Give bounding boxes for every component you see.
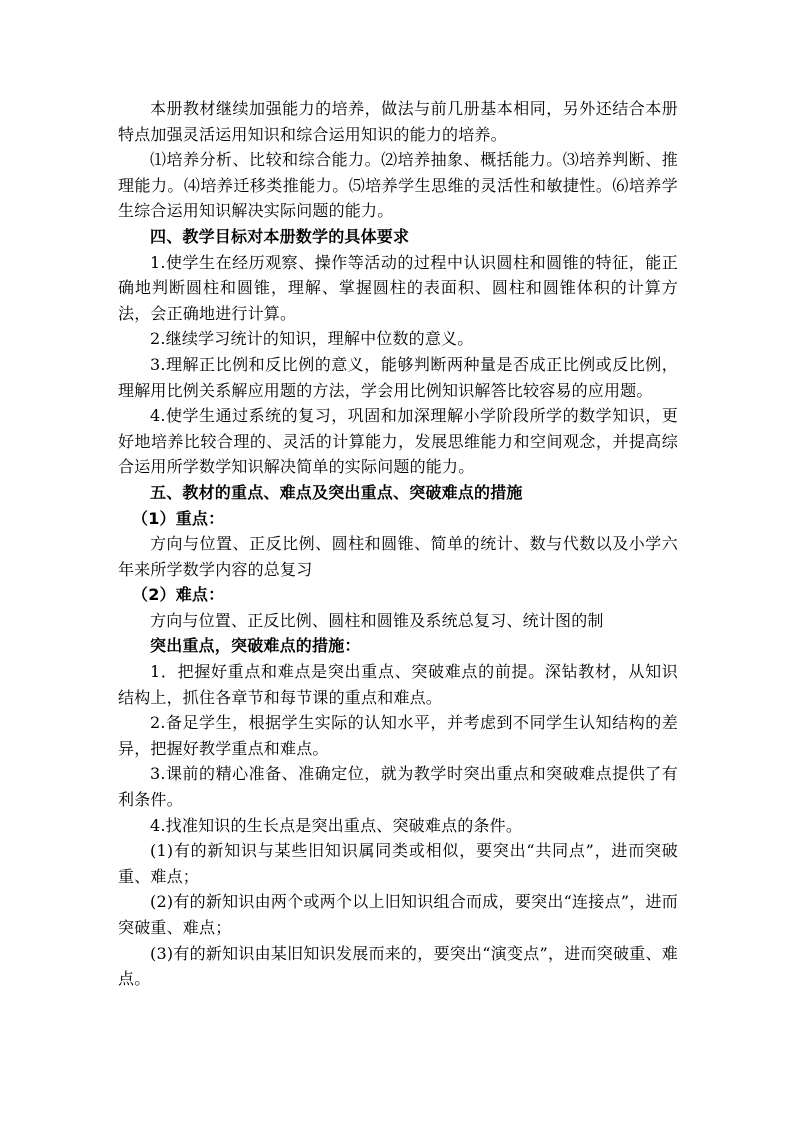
difficult-points-text: 方向与位置、正反比例、圆柱和圆锥及系统总复习、统计图的制 (150, 610, 604, 630)
key-points-text: 方向与位置、正反比例、圆柱和圆锥、简单的统计、数与代数以及小学六年来所学数学内容的总复习 (118, 534, 678, 579)
goal-item-3: 3.理解正比例和反比例的意义，能够判断两种量是否成正比例或反比例，理解用比例关系解应用题的方法，学会用比例知识解答比较容易的应用题。 (118, 354, 678, 400)
measure-item-1: 1．把握好重点和难点是突出重点、突破难点的前提。深钻教材，从知识结构上，抓住各章节和每节课的重点和难点。 (118, 662, 678, 707)
measure-item-4: 4.找准知识的生长点是突出重点、突破难点的条件。 (150, 815, 523, 835)
measure-item-2: 2.备足学生，根据学生实际的认知水平，并考虑到不同学生认知结构的差异，把握好教学重点和难点。 (118, 713, 678, 758)
measure-sub-item-2: (2)有的新知识由两个或两个以上旧知识组合而成，要突出“连接点”，进而突破重、难点； (118, 892, 678, 937)
goal-item-1: 1.使学生在经历观察、操作等活动的过程中认识圆柱和圆锥的特征，能正确地判断圆柱和圆锥，理解、掌握圆柱的表面积、圆柱和圆锥体积的计算方法，会正确地进行计算。 (118, 252, 678, 323)
key-points-label: （1）重点： (132, 508, 225, 528)
goal-item-4: 4.使学生通过系统的复习，巩固和加深理解小学阶段所学的数学知识，更好地培养比较合理的、灵活的计算能力，发展思维能力和空间观念，并提高综合运用所学数学知识解决简单的实际问题的能力。 (118, 406, 678, 477)
measures-heading: 突出重点，突破难点的措施： (150, 636, 361, 656)
paragraph-ability-intro: 本册教材继续加强能力的培养，做法与前几册基本相同，另外还结合本册特点加强灵活运用知识和综合运用知识的能力的培养。 (118, 99, 678, 144)
goal-item-2: 2.继续学习统计的知识，理解中位数的意义。 (150, 329, 474, 349)
difficult-points-label: （2）难点： (132, 585, 225, 605)
section-heading-four: 四、教学目标对本册数学的具体要求 (150, 226, 410, 246)
document-body (118, 96, 678, 992)
measure-sub-item-3: (3)有的新知识由某旧知识发展而来的，要突出“演变点”，进而突破重、难点。 (118, 943, 678, 989)
measure-sub-item-1: (1)有的新知识与某些旧知识属同类或相似，要突出“共同点”，进而突破重、难点； (118, 841, 678, 886)
paragraph-ability-list: ⑴培养分析、比较和综合能力。⑵培养抽象、概括能力。⑶培养判断、推理能力。⑷培养迁移类推能力。⑸培养学生思维的灵活性和敏捷性。⑹培养学生综合运用知识解决实际问题的能力。 (118, 150, 678, 221)
measure-item-3: 3.课前的精心准备、准确定位，就为教学时突出重点和突破难点提供了有利条件。 (118, 764, 678, 810)
section-heading-five: 五、教材的重点、难点及突出重点、突破难点的措施 (150, 482, 523, 502)
